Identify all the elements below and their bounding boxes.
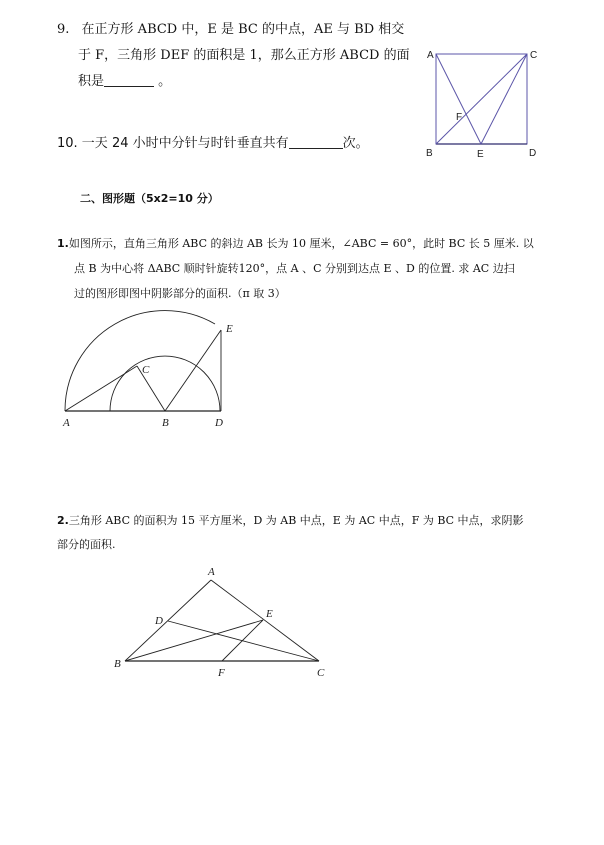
segment-be [165,330,221,411]
label-rot-c: C [142,364,150,376]
segment-ab [125,580,211,661]
label-rot-e: E [226,323,233,335]
label-tri-c: C [317,667,325,679]
question-9-text-1: 在正方形 ABCD 中，E 是 BC 的中点，AE 与 BD 相交 [81,22,405,37]
question-10-text: 10. 一天 24 小时中分针与时针垂直共有 [57,136,289,151]
label-rot-d: D [215,417,223,429]
label-tri-a: A [208,566,215,578]
segment-ae [436,54,481,144]
label-tri-e: E [266,608,273,620]
label-rot-b: B [162,417,169,429]
label-square-c: C [530,50,538,61]
problem-1-number: 1. [57,237,69,250]
question-9-line-2: 于 F，三角形 DEF 的面积是 1，那么正方形 ABCD 的面 [78,48,410,63]
small-arc [110,356,220,411]
problem-2-text-1: 三角形 ABC 的面积为 15 平方厘米，D 为 AB 中点，E 为 AC 中点，F 为 BC 中点，求阴影 [68,514,524,527]
label-square-a: A [427,50,434,61]
segment-ac [65,366,137,411]
label-tri-b: B [114,658,121,670]
label-square-f: F [456,112,463,123]
label-tri-f: F [218,667,225,679]
label-tri-d: D [155,615,163,627]
question-9-period: 。 [154,74,172,89]
problem-2-line-2: 部分的面积. [57,538,116,551]
label-square-b: B [426,148,433,159]
problem-1-line-3: 过的图形即图中阴影部分的面积.（π 取 3） [74,287,286,300]
question-9-number: 9. [57,22,70,37]
segment-ce [481,54,527,144]
segment-dc [168,621,319,661]
segment-bc-diagonal [436,54,527,144]
problem-2-number: 2. [57,514,69,527]
rotation-figure [65,311,221,411]
label-square-e: E [477,149,484,160]
section-heading: 二、图形题（5x2=10 分） [80,192,219,205]
label-square-d: D [529,148,537,159]
large-arc [65,311,215,411]
problem-1-line-2: 点 B 为中心将 ΔABC 顺时针旋转120°，点 A 、C 分别到达点 E 、D 的位置. 求 AC 边扫 [74,262,515,275]
question-9-text-3: 积是 [78,74,105,89]
question-10-suffix: 次。 [342,136,369,151]
problem-1-text-1: 如图所示，直角三角形 ABC 的斜边 AB 长为 10 厘米，∠ABC = 60°，此时 BC 长 5 厘米. 以 [68,237,534,250]
square-figure [436,54,527,144]
segment-ac [211,580,319,661]
label-rot-a: A [63,417,70,429]
